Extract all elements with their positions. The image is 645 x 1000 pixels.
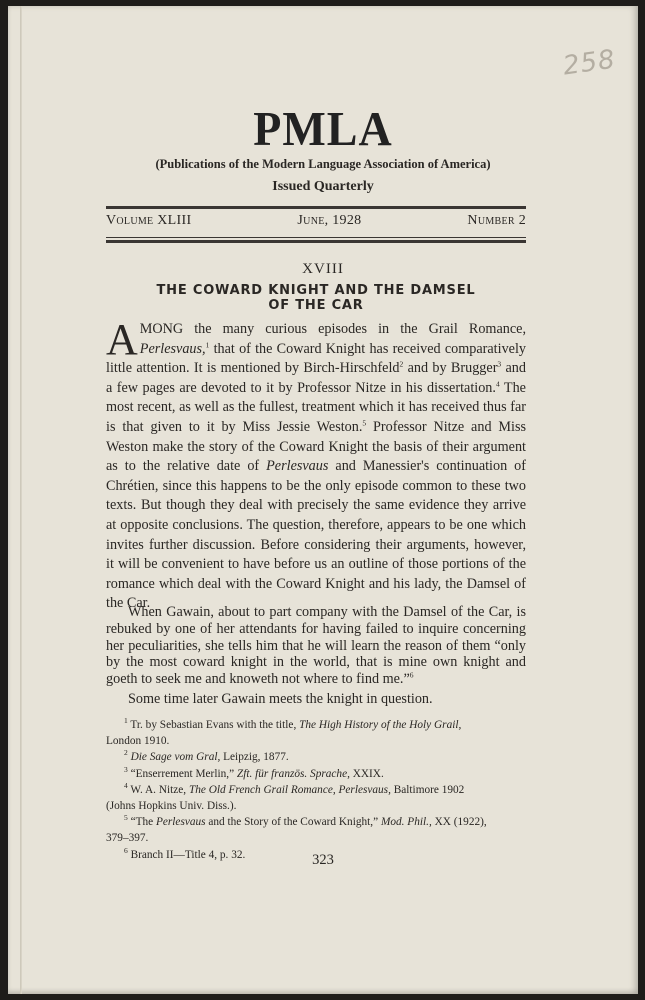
journal-title: PMLA [253, 101, 393, 156]
drop-cap: A [106, 315, 138, 364]
rule-thick [106, 240, 526, 243]
rule-thin [106, 237, 526, 238]
footnote-2: $^2$ Die Sage vom Gral, Leipzig, 1877. [124, 748, 289, 764]
footnote-5: $^5$ “The Perlesvaus and the Story of the Coward Knight,” Mod. Phil., XX (1922), [124, 813, 487, 829]
handwritten-folio: 258 [561, 44, 618, 82]
top-rule [106, 206, 526, 209]
issue-date: June, 1928 [297, 213, 362, 228]
journal-page [8, 6, 638, 994]
body-paragraph-2: When Gawain, about to part company with the Damsel of the Car, is rebuked by one of her attendants for having failed to inquire concerning her peculiarities, she tells him that he will learn the reason of them “only by the most coward knight in the world, that is mine own knight and goeth to seek me and knoweth not where to find me.”$^6$ [106, 604, 526, 688]
body-paragraph-1: AMONG the many curious episodes in the Grail Romance, Perlesvaus,$^1$ that of the Coward Knight has received comparatively little attention. It is mentioned by Birch-Hirschfeld$^2$ and by Brugger$^3$ and a few pages are devoted to it by Professor Nitze in his dissertation.$^4$ The most recent, as well as the fullest, treatment which it has received thus far is that given to it by Miss Jessie Weston.$^5$ Professor Nitze and Miss Weston make the story of the Coward Knight the basis of their argument as to the relative date of Perlesvaus and Manessier's continuation of Chrétien, since this happens to be the only episode common to these two texts. But though they deal with precisely the same evidence they arrive at opposite conclusions. The question, therefore, appears to be one which invites further discussion. Before considering their arguments, however, it will be convenient to have before us an outline of those portions of the romance which deal with the Coward Knight and his lady, the Damsel of the Car. [106, 315, 526, 612]
footnotes: $^1$ Tr. by Sebastian Evans with the title, The High History of the Holy Grail, London 1910. $^2$ Die Sage vom Gral, Leipzig, 1877. $^3$ “Enserrement Merlin,” Zft. für französ. Sprache, XXIX. $^4$ W. A. Nitze, The Old French Grail Romance, Perlesvaus, Baltimore 1902 (Johns Hopkins Univ. Diss.). $^5$ “The Perlesvaus and the Story of the Coward Knight,” Mod. Phil., XX (1922), 379–397. $^6$ Branch II—Title 4, p. 32. [106, 717, 526, 863]
article-title [106, 283, 526, 313]
body-paragraph-3: Some time later Gawain meets the knight in question. [128, 691, 433, 707]
article-numeral: XVIII [302, 261, 344, 277]
footnote-ref: 5 [362, 418, 367, 428]
article-title-line-1: THE COWARD KNIGHT AND THE DAMSEL [156, 283, 476, 298]
footnote-3: $^3$ “Enserrement Merlin,” Zft. für französ. Sprache, XXIX. [124, 764, 384, 780]
issued-quarterly: Issued Quarterly [272, 179, 374, 194]
page-number: 323 [312, 852, 334, 868]
issue-number: Number 2 [467, 213, 526, 228]
footnote-ref: 4 [495, 379, 500, 389]
footnote-ref: 3 [497, 359, 502, 369]
footnote-4: $^4$ W. A. Nitze, The Old French Grail Romance, Perlesvaus, Baltimore 1902 [124, 781, 465, 796]
footnote-6: $^6$ Branch II—Title 4, p. 32. [124, 845, 246, 861]
footnote-1: $^1$ Tr. by Sebastian Evans with the title, The High History of the Holy Grail, [124, 716, 462, 731]
volume-label: Volume XLIII [106, 213, 192, 228]
footnote-ref: 2 [399, 359, 404, 369]
footnote-ref: 6 [409, 670, 414, 680]
issue-info-row [106, 213, 526, 229]
article-title-line-2: OF THE CAR [268, 298, 364, 313]
journal-subtitle: (Publications of the Modern Language Association of America) [155, 157, 491, 171]
footnote-ref: 1 [205, 339, 210, 349]
